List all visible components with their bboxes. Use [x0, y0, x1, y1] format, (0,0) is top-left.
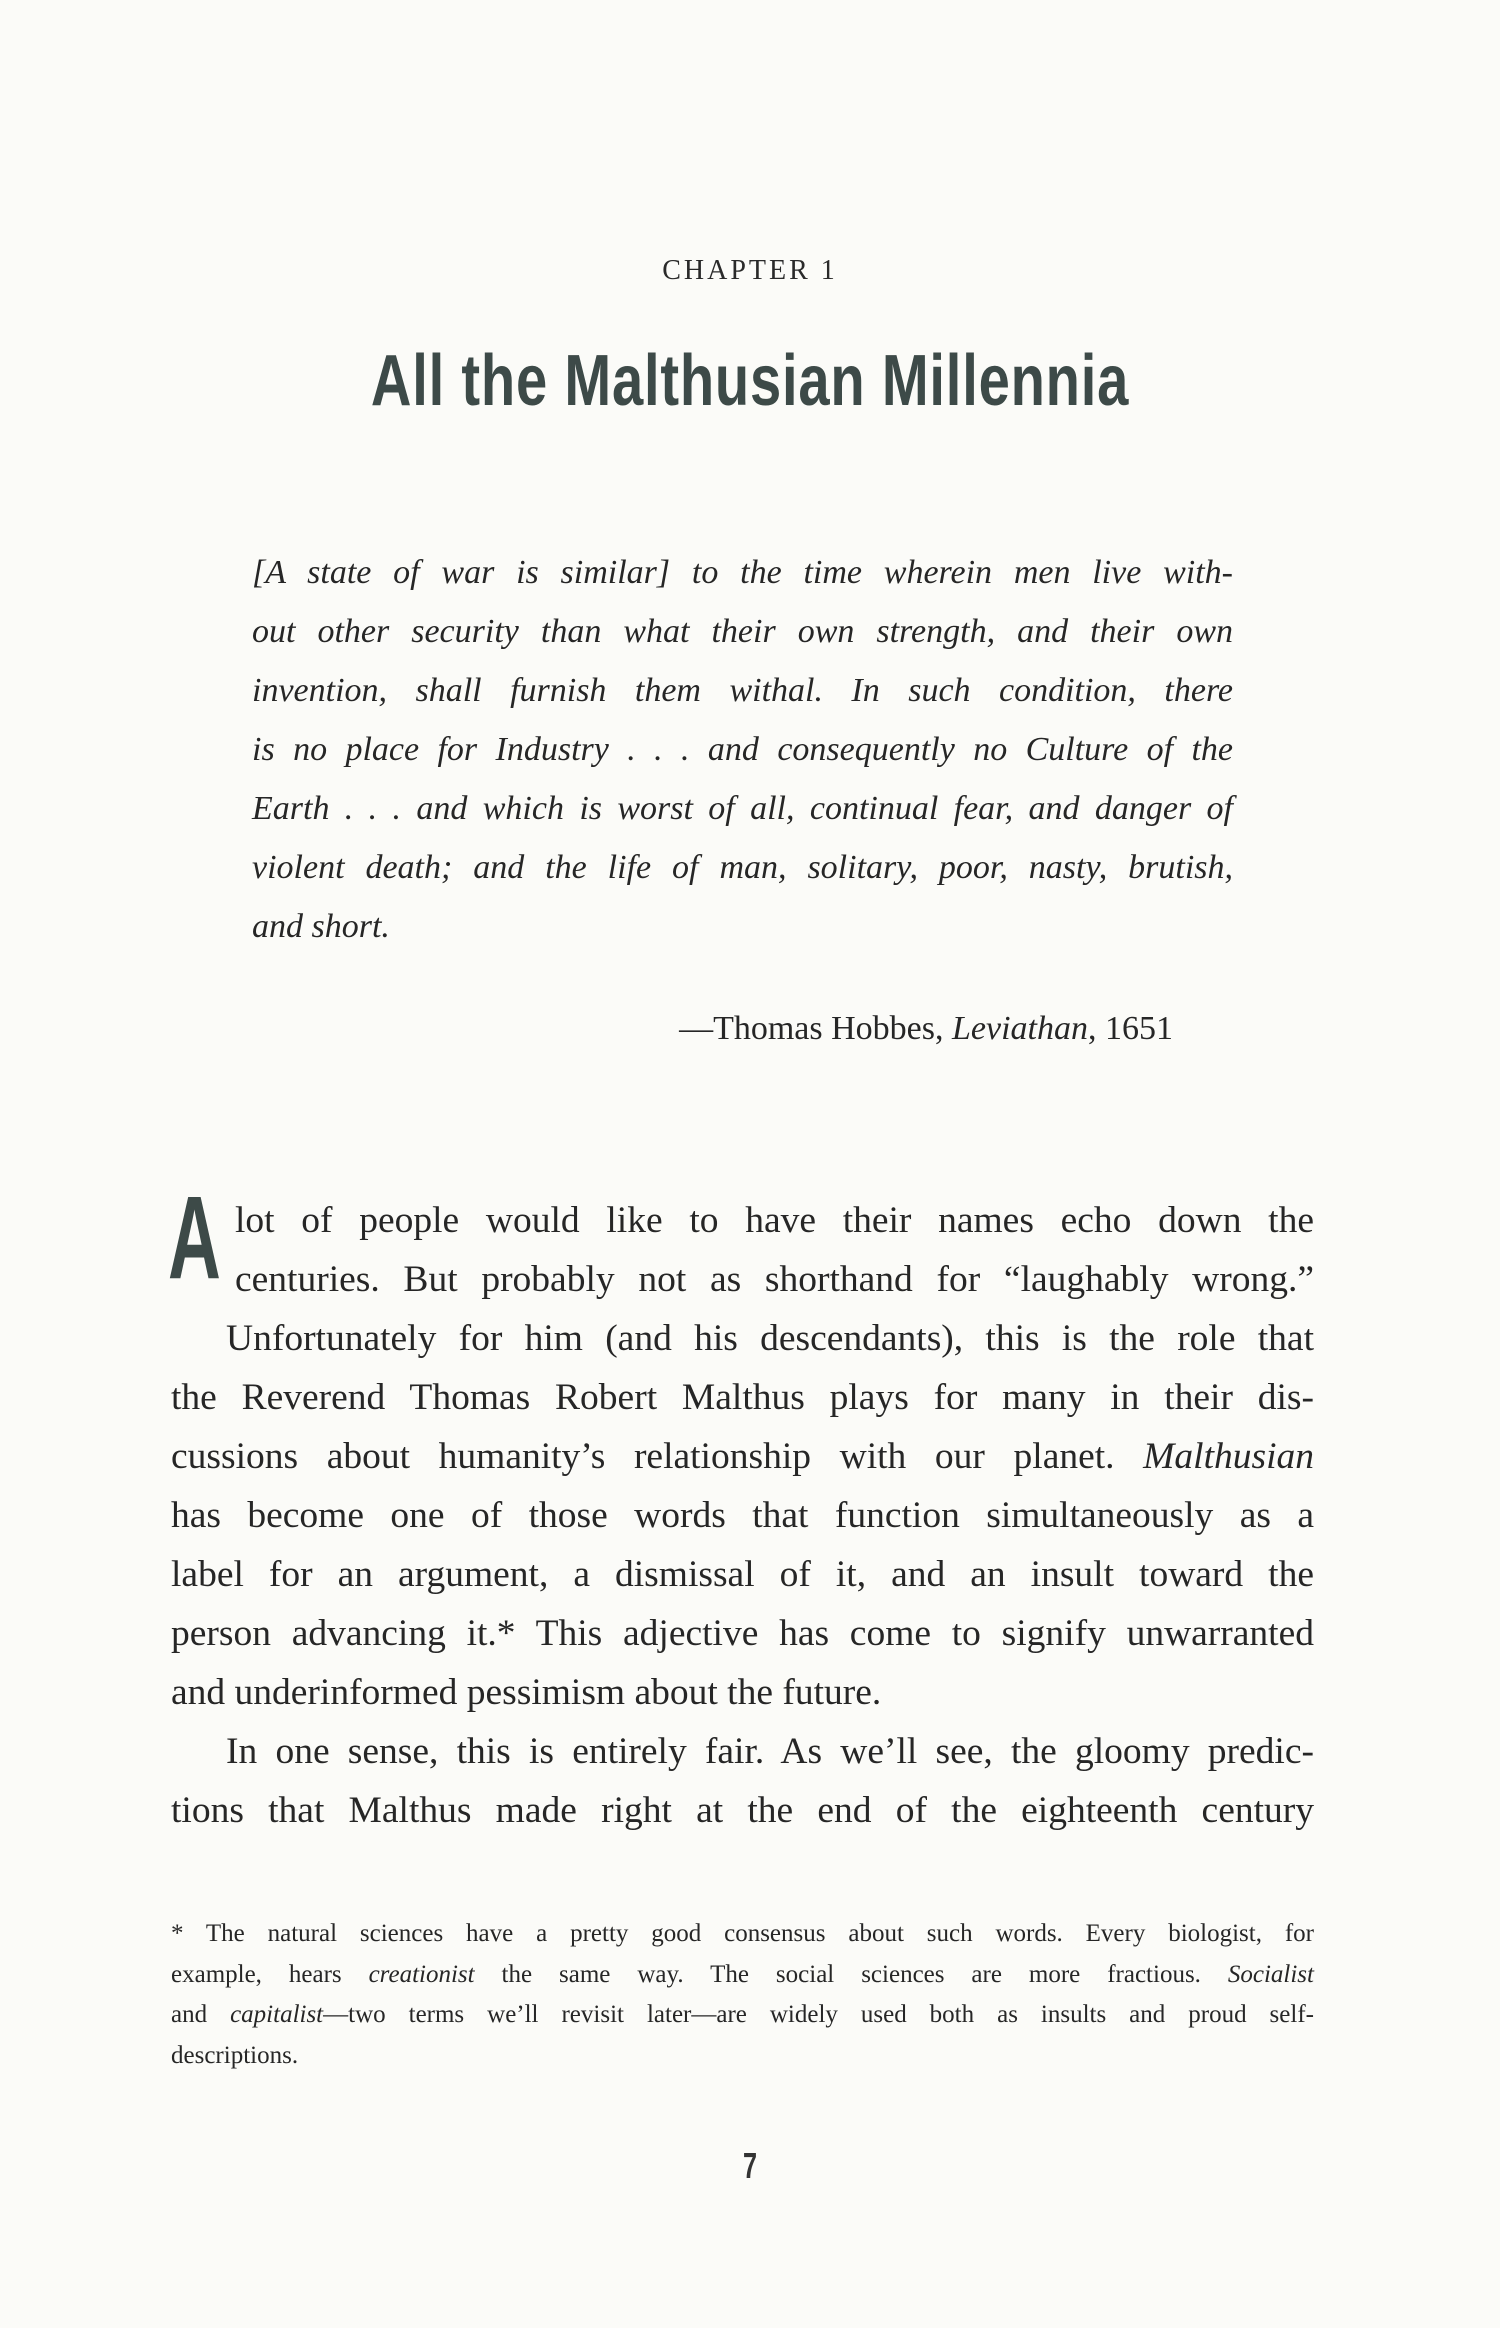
footnote-line	[171, 1995, 1314, 2036]
page-number-text: 7	[742, 2145, 758, 2186]
text-run: out other security than what their own strength, and their own	[252, 613, 1233, 650]
body-line	[235, 1191, 1314, 1250]
body-line	[171, 1604, 1314, 1663]
text-run: has become one of those words that function simultaneously as a	[171, 1495, 1314, 1536]
epigraph-line	[252, 720, 1233, 779]
text-run: Earth . . . and which is worst of all, continual fear, and danger of	[252, 790, 1233, 827]
body-line	[171, 1781, 1314, 1840]
text-run: and	[171, 2001, 231, 2028]
body-text	[171, 1191, 1314, 1840]
chapter-title-text: All the Malthusian Millennia	[370, 341, 1130, 421]
body-line	[171, 1368, 1314, 1427]
text-run: label for an argument, a dismissal of it, and an insult toward the	[171, 1554, 1314, 1595]
text-run: —two terms we’ll revisit later—are widely used both as insults and proud self-	[323, 2001, 1314, 2028]
text-run: and short.	[252, 908, 390, 945]
epigraph-line	[252, 897, 1233, 956]
footnote-line	[171, 1914, 1314, 1955]
epigraph-line	[252, 838, 1233, 897]
footnote-line	[171, 1955, 1314, 1996]
epigraph	[252, 543, 1233, 956]
chapter-title	[0, 340, 1500, 422]
italic-text: capitalist	[230, 2001, 324, 2028]
body-line	[235, 1250, 1314, 1309]
epigraph-line	[252, 602, 1233, 661]
body-line	[171, 1663, 1314, 1722]
body-line	[171, 1545, 1314, 1604]
text-run: descriptions.	[171, 2041, 299, 2069]
attribution-work: Leviathan	[952, 1010, 1088, 1047]
text-run: and underinformed pessimism about the future.	[171, 1672, 882, 1713]
text-run: lot of people would like to have their names echo down the	[235, 1200, 1314, 1241]
text-run: is no place for Industry . . . and consequently no Culture of the	[252, 731, 1233, 768]
text-run: * The natural sciences have a pretty good consensus about such words. Every biologist, for	[171, 1920, 1314, 1947]
body-line	[171, 1427, 1314, 1486]
text-run: tions that Malthus made right at the end of the eighteenth century	[171, 1790, 1314, 1831]
text-run: the same way. The social sciences are more fractious.	[474, 1960, 1228, 1988]
epigraph-line	[252, 661, 1233, 720]
attribution-author: —Thomas Hobbes,	[679, 1010, 953, 1047]
text-run: cussions about humanity’s relationship with our planet.	[171, 1436, 1144, 1477]
text-run: invention, shall furnish them withal. In such condition, there	[252, 672, 1233, 709]
body-line	[171, 1722, 1314, 1781]
text-run: person advancing it.* This adjective has come to signify unwarranted	[171, 1613, 1314, 1654]
epigraph-line	[252, 543, 1233, 602]
text-run: Unfortunately for him (and his descendants), this is the role that	[226, 1318, 1314, 1359]
epigraph-attribution	[600, 999, 1173, 1058]
footnote	[171, 1914, 1314, 2076]
chapter-label: CHAPTER 1	[662, 255, 838, 286]
text-run: In one sense, this is entirely fair. As we’ll see, the gloomy predic-	[226, 1731, 1314, 1772]
text-run: [A state of war is similar] to the time wherein men live with-	[252, 554, 1233, 591]
text-run: centuries. But probably not as shorthand for “laughably wrong.”	[235, 1259, 1314, 1300]
footnote-line	[171, 2036, 1314, 2077]
body-line	[171, 1486, 1314, 1545]
attribution-year: , 1651	[1088, 1010, 1173, 1047]
epigraph-line	[252, 779, 1233, 838]
drop-cap: A	[168, 1172, 221, 1304]
italic-text: creationist	[368, 1960, 475, 1988]
text-run: the Reverend Thomas Robert Malthus plays for many in their dis-	[171, 1377, 1314, 1418]
body-line	[171, 1309, 1314, 1368]
text-run: violent death; and the life of man, solitary, poor, nasty, brutish,	[252, 849, 1233, 886]
text-run: example, hears	[171, 1960, 369, 1988]
italic-text: Socialist	[1227, 1960, 1314, 1988]
italic-text: Malthusian	[1143, 1436, 1314, 1477]
page-number	[0, 2145, 1500, 2187]
